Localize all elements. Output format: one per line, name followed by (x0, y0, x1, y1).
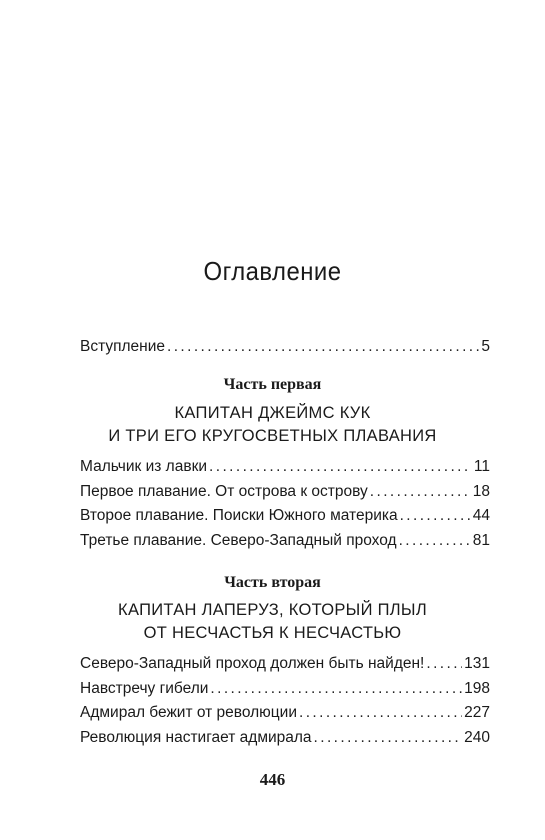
toc-entry[interactable] (80, 455, 490, 480)
toc-entry-label: Первое плавание. От острова к острову (80, 482, 368, 500)
dot-leader (167, 335, 479, 360)
toc-entry-page: 131 (464, 655, 490, 672)
part-subtitle-line: И ТРИ ЕГО КРУГОСВЕТНЫХ ПЛАВАНИЯ (108, 426, 437, 445)
dot-leader (314, 726, 463, 751)
toc-entry-page: 198 (464, 679, 490, 697)
part-heading: Часть вторая (224, 574, 321, 591)
dot-leader (370, 480, 471, 505)
toc-entry-page: 227 (464, 704, 490, 722)
toc-entry-page: 11 (473, 458, 490, 475)
toc-entry-page: 240 (464, 728, 490, 746)
toc-entry-label: Северо-Западный проход должен быть найден! (80, 655, 425, 672)
toc-entry-page: 44 (472, 507, 490, 525)
toc-entry-label: Адмирал бежит от революции (80, 704, 297, 722)
toc-entry-label: Второе плавание. Поиски Южного материка (80, 507, 398, 525)
toc-entry[interactable] (80, 504, 490, 529)
part-subtitle-line: КАПИТАН ЛАПЕРУЗ, КОТОРЫЙ ПЛЫЛ (118, 601, 427, 619)
toc-entry[interactable] (80, 652, 490, 677)
toc-entry-label: Революция настигает адмирала (80, 728, 312, 746)
toc-part-2 (80, 652, 490, 750)
toc-entry-page: 81 (472, 531, 490, 549)
toc-entry[interactable] (80, 701, 490, 726)
part-subtitle-line: КАПИТАН ДЖЕЙМС КУК (174, 404, 371, 422)
toc-intro (80, 335, 490, 360)
part-subtitle (0, 402, 545, 447)
dot-leader (400, 504, 471, 529)
toc-entry-label: Вступление (80, 338, 166, 355)
dot-leader (299, 701, 462, 726)
dot-leader (399, 529, 471, 554)
dot-leader (426, 652, 462, 677)
toc-entry[interactable] (80, 480, 490, 505)
dot-leader (210, 677, 462, 702)
toc-entry[interactable] (80, 529, 490, 554)
toc-entry-page: 5 (481, 338, 490, 355)
toc-entry[interactable] (80, 677, 490, 702)
toc-entry-label: Третье плавание. Северо-Западный проход (80, 531, 397, 549)
part-heading: Часть первая (223, 376, 322, 393)
page-number: 446 (259, 770, 286, 789)
toc-part-1 (80, 455, 490, 553)
dot-leader (209, 455, 472, 480)
toc-entry-label: Навстречу гибели (80, 679, 209, 697)
part-subtitle-line: ОТ НЕСЧАСТЬЯ К НЕСЧАСТЬЮ (143, 623, 402, 642)
toc-entry-label: Мальчик из лавки (80, 458, 208, 475)
toc-entry-page: 18 (472, 482, 490, 500)
part-subtitle (0, 599, 545, 644)
toc-entry[interactable] (80, 335, 490, 360)
page-title: Оглавление (203, 256, 342, 286)
toc-entry[interactable] (80, 726, 490, 751)
